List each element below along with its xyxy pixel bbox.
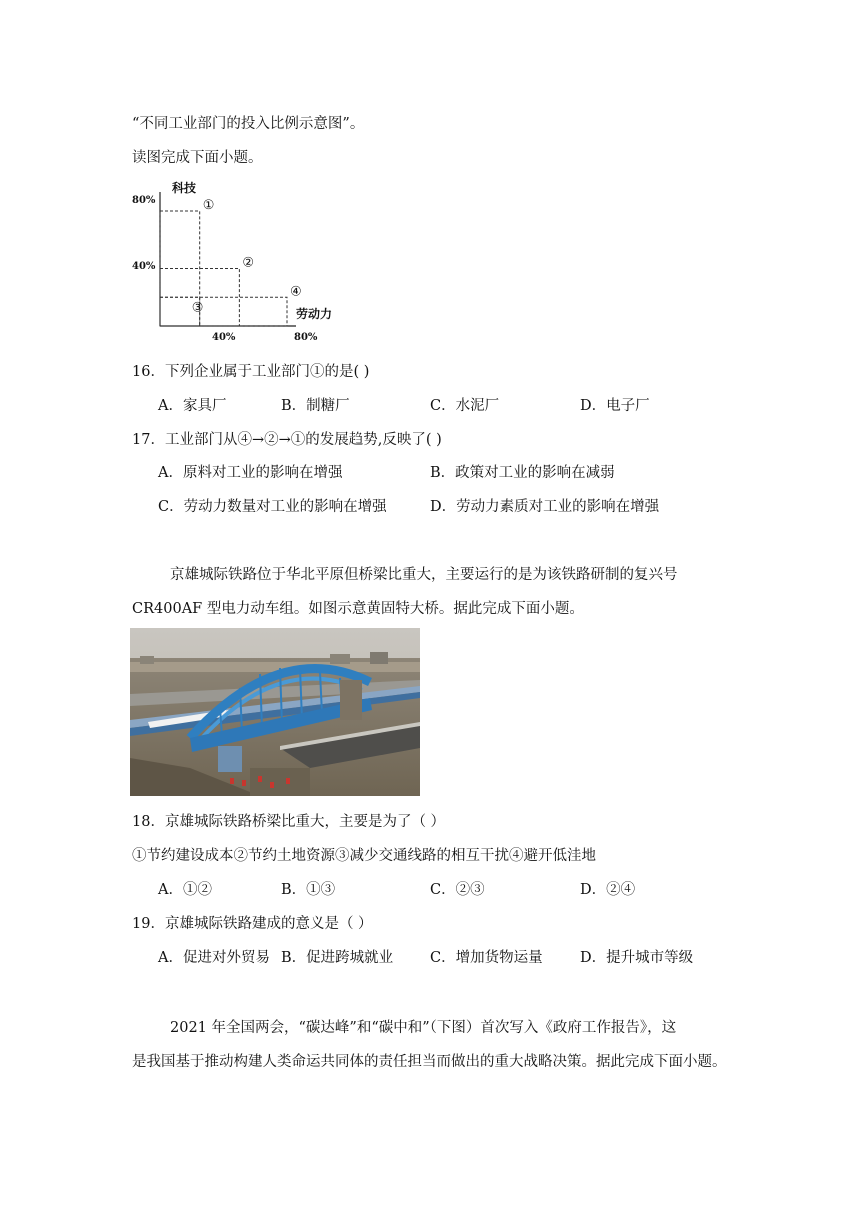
q18-option-c: C．②③ — [430, 882, 485, 898]
x-tick-80: 80% — [294, 332, 318, 343]
q18-stem: 18．京雄城际铁路桥梁比重大，主要是为了（ ） — [132, 814, 446, 830]
passage3-line-2: 是我国基于推动构建人类命运共同体的责任担当而做出的重大战略决策。据此完成下面小题。 — [132, 1054, 727, 1070]
diagram-axes — [160, 192, 296, 326]
q17-stem: 17．工业部门从④→②→①的发展趋势,反映了( ) — [132, 432, 442, 448]
q16-stem: 16．下列企业属于工业部门①的是( ) — [132, 364, 370, 380]
bridge-photo — [130, 628, 420, 796]
y-tick-80: 80% — [132, 195, 156, 206]
q16-option-b: B．制糖厂 — [281, 398, 350, 414]
y-tick-40: 40% — [132, 261, 156, 272]
sector-box-4 — [160, 297, 287, 326]
q17-option-b: B．政策对工业的影响在减弱 — [430, 465, 615, 481]
sector-label-2: ② — [242, 255, 255, 271]
passage2-line-2: CR400AF 型电力动车组。如图示意黄固特大桥。据此完成下面小题。 — [132, 601, 584, 617]
q19-option-c: C．增加货物运量 — [430, 950, 543, 966]
sector-label-1: ① — [202, 198, 215, 213]
x-axis-label: 劳动力 — [296, 307, 333, 321]
q19-option-d: D．提升城市等级 — [580, 950, 694, 966]
passage3-line-1: 2021 年全国两会，“碳达峰”和“碳中和”（下图）首次写入《政府工作报告》，这 — [170, 1020, 677, 1036]
q18-items: ①节约建设成本②节约土地资源③减少交通线路的相互干扰④避开低洼地 — [132, 848, 596, 864]
q17-option-c: C．劳动力数量对工业的影响在增强 — [158, 499, 387, 515]
q19-option-b: B．促进跨城就业 — [281, 950, 394, 966]
q17-option-d: D．劳动力素质对工业的影响在增强 — [430, 499, 660, 515]
q16-option-c: C．水泥厂 — [430, 398, 500, 414]
q17-option-a: A．原料对工业的影响在增强 — [158, 465, 343, 481]
x-tick-40: 40% — [212, 332, 236, 343]
sector-label-3: ③ — [191, 300, 204, 316]
q19-stem: 19．京雄城际铁路建成的意义是（ ） — [132, 916, 373, 932]
y-axis-label: 科技 — [172, 181, 197, 195]
q19-option-a: A．促进对外贸易 — [158, 950, 270, 966]
industry-input-diagram — [128, 178, 348, 348]
sector-label-4: ④ — [290, 284, 302, 300]
intro-line-1: “不同工业部门的投入比例示意图”。 — [132, 116, 365, 132]
passage2-line-1: 京雄城际铁路位于华北平原但桥梁比重大，主要运行的是为该铁路研制的复兴号 — [170, 567, 678, 583]
q16-option-a: A．家具厂 — [158, 398, 227, 414]
q18-option-d: D．②④ — [580, 882, 636, 898]
q16-option-d: D．电子厂 — [580, 398, 650, 414]
q18-option-a: A．①② — [158, 882, 212, 898]
intro-line-2: 读图完成下面小题。 — [132, 150, 263, 166]
q18-option-b: B．①③ — [281, 882, 336, 898]
